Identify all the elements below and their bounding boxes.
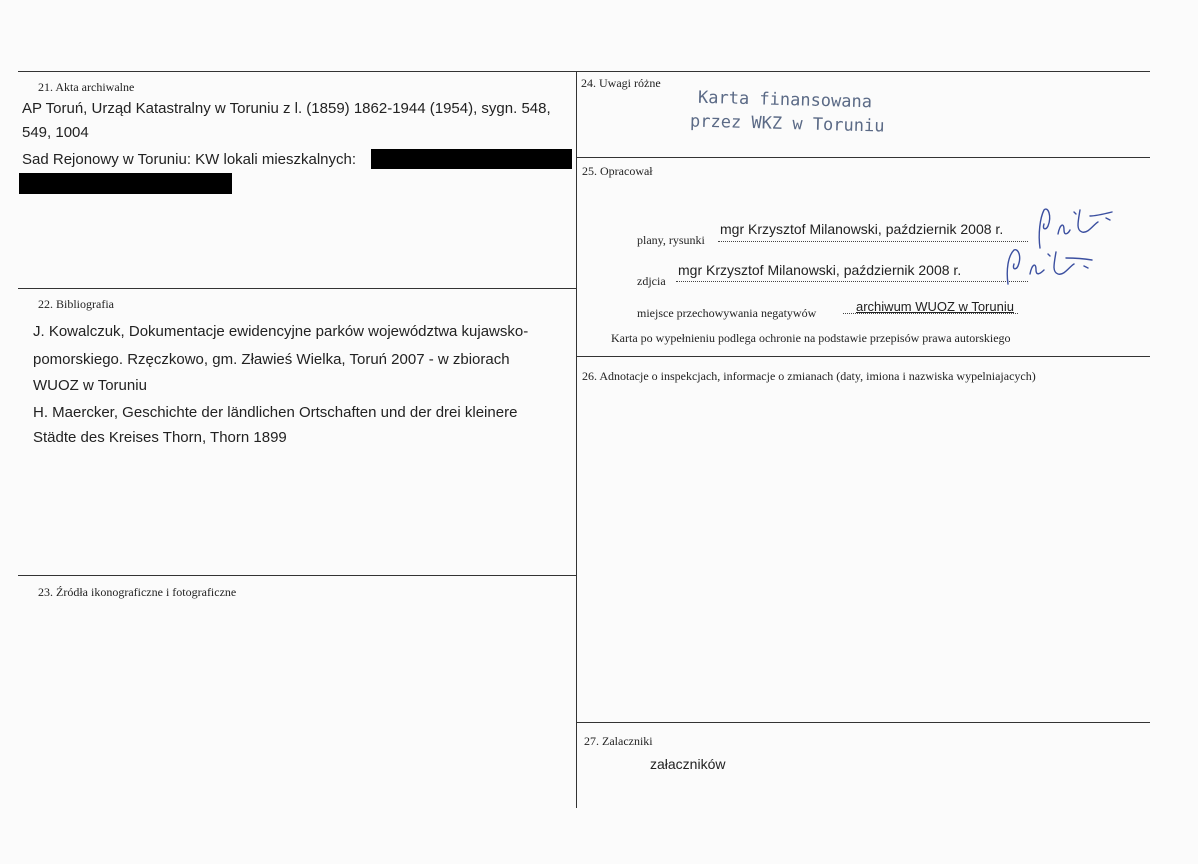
section-26-title: 26. Adnotacje o inspekcjach, informacje o zmianach (daty, imiona i nazwiska wypelniajacych) [582, 369, 1036, 383]
signature-zdjecia [1000, 246, 1100, 291]
funding-stamp-line-2: przez WKZ w Toruniu [689, 111, 885, 137]
rule-25-26 [576, 356, 1150, 357]
bibliography-line-4: H. Maercker, Geschichte der ländlichen Ortschaften und der drei kleinere [33, 404, 518, 421]
section-21-line-3: Sad Rejonowy w Toruniu: KW lokali mieszkalnych: [22, 151, 357, 168]
rule-22-23 [18, 575, 576, 576]
rule-24-25 [576, 157, 1150, 158]
negatywy-value: archiwum WUOZ w Toruniu [856, 299, 1014, 314]
rule-26-27 [576, 722, 1150, 723]
section-24-title: 24. Uwagi różne [581, 76, 661, 90]
bibliography-line-1: J. Kowalczuk, Dokumentacje ewidencyjne parków województwa kujawsko- [33, 323, 529, 340]
plany-dotted-line [718, 241, 1028, 242]
funding-stamp-line-1: Karta finansowana [697, 87, 873, 113]
section-21-line-2: 549, 1004 [22, 124, 89, 141]
section-21-line-1: AP Toruń, Urząd Katastralny w Toruniu z l. (1859) 1862-1944 (1954), sygn. 548, [22, 100, 551, 117]
zdjecia-label: zdjcia [637, 274, 666, 288]
rule-21-22 [18, 288, 576, 289]
plany-label: plany, rysunki [637, 233, 705, 247]
redaction-block-1 [371, 149, 572, 169]
section-22-title: 22. Bibliografia [38, 297, 114, 311]
plany-value: mgr Krzysztof Milanowski, październik 2008 r. [720, 221, 1004, 237]
section-27-title: 27. Zalaczniki [584, 734, 653, 748]
section-21-title: 21. Akta archiwalne [38, 80, 135, 94]
negatywy-label: miejsce przechowywania negatywów [637, 306, 817, 320]
redaction-block-2 [19, 173, 232, 194]
zdjecia-value: mgr Krzysztof Milanowski, październik 2008 r. [678, 262, 962, 278]
top-rule [18, 71, 1150, 72]
section-25-title: 25. Opracował [582, 164, 653, 178]
vertical-divider [576, 71, 577, 808]
bibliography-line-5: Städte des Kreises Thorn, Thorn 1899 [33, 429, 287, 446]
bibliography-line-2: pomorskiego. Rzęczkowo, gm. Zławieś Wielka, Toruń 2007 - w zbiorach [33, 351, 510, 368]
copyright-note: Karta po wypełnieniu podlega ochronie na podstawie przepisów prawa autorskiego [611, 331, 1011, 345]
bibliography-line-3: WUOZ w Toruniu [33, 377, 147, 394]
section-23-title: 23. Źródła ikonograficzne i fotograficzne [38, 585, 237, 599]
zdjecia-dotted-line [676, 281, 1028, 282]
attachments-value: załaczników [650, 756, 726, 772]
